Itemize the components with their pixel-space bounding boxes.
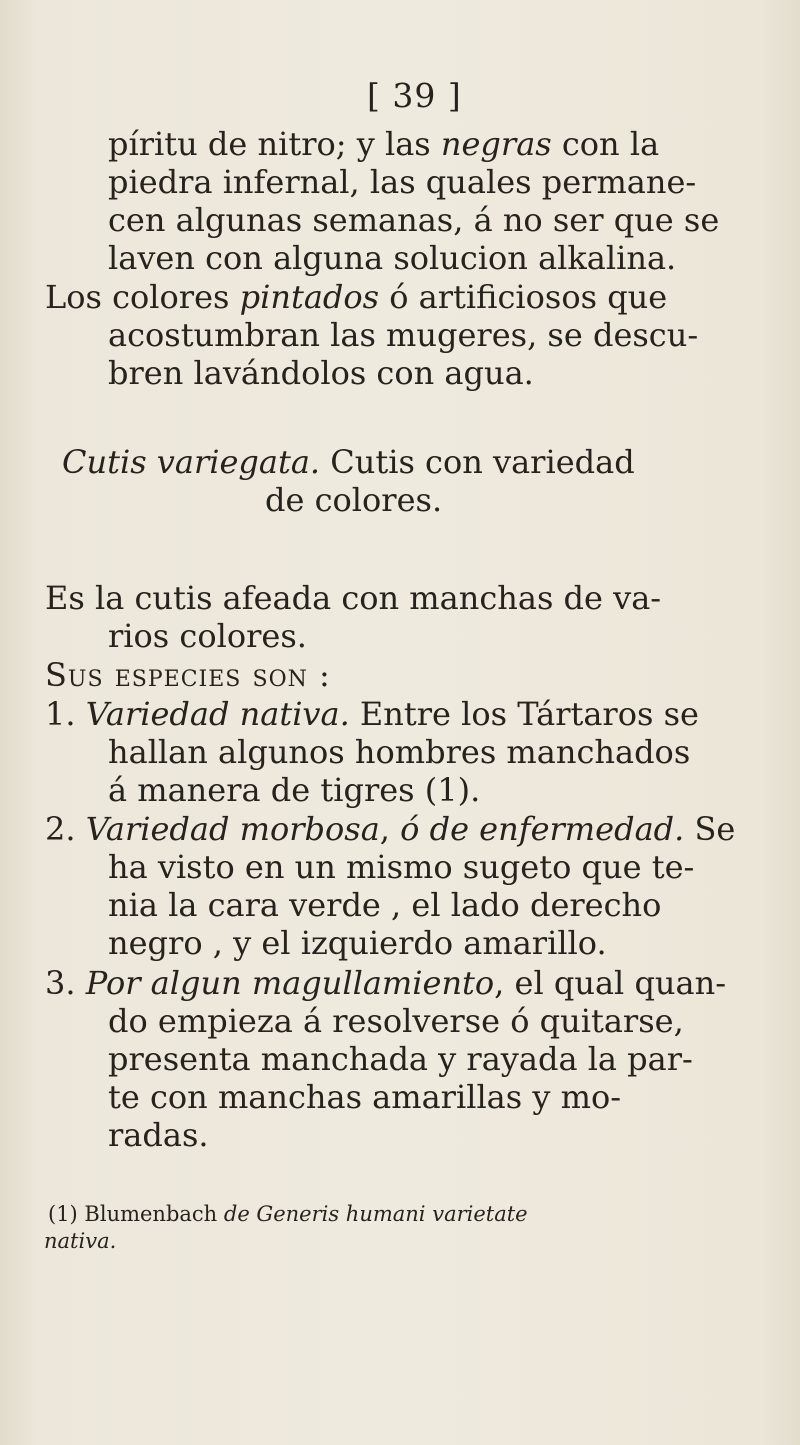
heading-text: Cutis con variedad: [320, 443, 635, 481]
italic-word: negras: [440, 125, 552, 163]
text-span: , el qual quan-: [494, 964, 727, 1002]
item-number: 3.: [45, 964, 76, 1002]
list-item: [45, 965, 726, 1001]
section-heading-line: de colores.: [265, 481, 443, 519]
text-line: [108, 126, 659, 162]
text-span: ,: [379, 810, 401, 848]
text-line: hallan algunos hombres manchados: [108, 733, 691, 771]
footnote-line: nativa.: [44, 1229, 117, 1253]
text-line: á manera de tigres (1).: [108, 771, 481, 809]
section-heading: [62, 444, 635, 480]
species-label: Sus especies son :: [45, 656, 331, 694]
heading-latin: Cutis variegata.: [62, 443, 321, 481]
italic-term: Variedad nativa.: [85, 695, 350, 733]
text-span: con la: [551, 125, 660, 163]
list-item: [45, 696, 699, 732]
text-span: Entre los Tártaros se: [349, 695, 699, 733]
item-number: 2.: [45, 810, 76, 848]
text-line: [45, 279, 667, 315]
item-number: 1.: [45, 695, 76, 733]
italic-term: ó de enfermedad.: [400, 810, 685, 848]
text-line: negro , y el izquierdo amarillo.: [108, 924, 607, 962]
text-line: ha visto en un mismo sugeto que te-: [108, 848, 695, 886]
text-line: radas.: [108, 1116, 209, 1154]
text-span: ó artificiosos que: [379, 278, 668, 316]
footnote: [48, 1201, 528, 1227]
text-span: píritu de nitro; y las: [108, 125, 441, 163]
text-line: acostumbran las mugeres, se descu-: [108, 316, 699, 354]
italic-word: pintados: [239, 278, 380, 316]
text-line: laven con alguna solucion alkalina.: [108, 239, 677, 277]
page-number: [ 39 ]: [367, 76, 462, 115]
footnote-text: (1) Blumenbach: [48, 1202, 224, 1226]
text-line: piedra infernal, las quales permane-: [108, 163, 697, 201]
text-line: te con manchas amarillas y mo-: [108, 1078, 622, 1116]
text-line: do empieza á resolverse ó quitarse,: [108, 1002, 684, 1040]
italic-term: Variedad morbosa: [85, 810, 380, 848]
text-span: Los colores: [45, 278, 240, 316]
italic-term: Por algun magullamiento: [85, 964, 495, 1002]
text-line: bren lavándolos con agua.: [108, 354, 534, 392]
footnote-title: de Generis humani varietate: [223, 1202, 528, 1226]
text-line: nia la cara verde , el lado derecho: [108, 886, 662, 924]
text-line: Es la cutis afeada con manchas de va-: [45, 579, 662, 617]
text-line: cen algunas semanas, á no ser que se: [108, 201, 720, 239]
text-line: presenta manchada y rayada la par-: [108, 1040, 693, 1078]
text-span: Se: [684, 810, 736, 848]
text-line: rios colores.: [108, 617, 307, 655]
list-item: [45, 811, 735, 847]
